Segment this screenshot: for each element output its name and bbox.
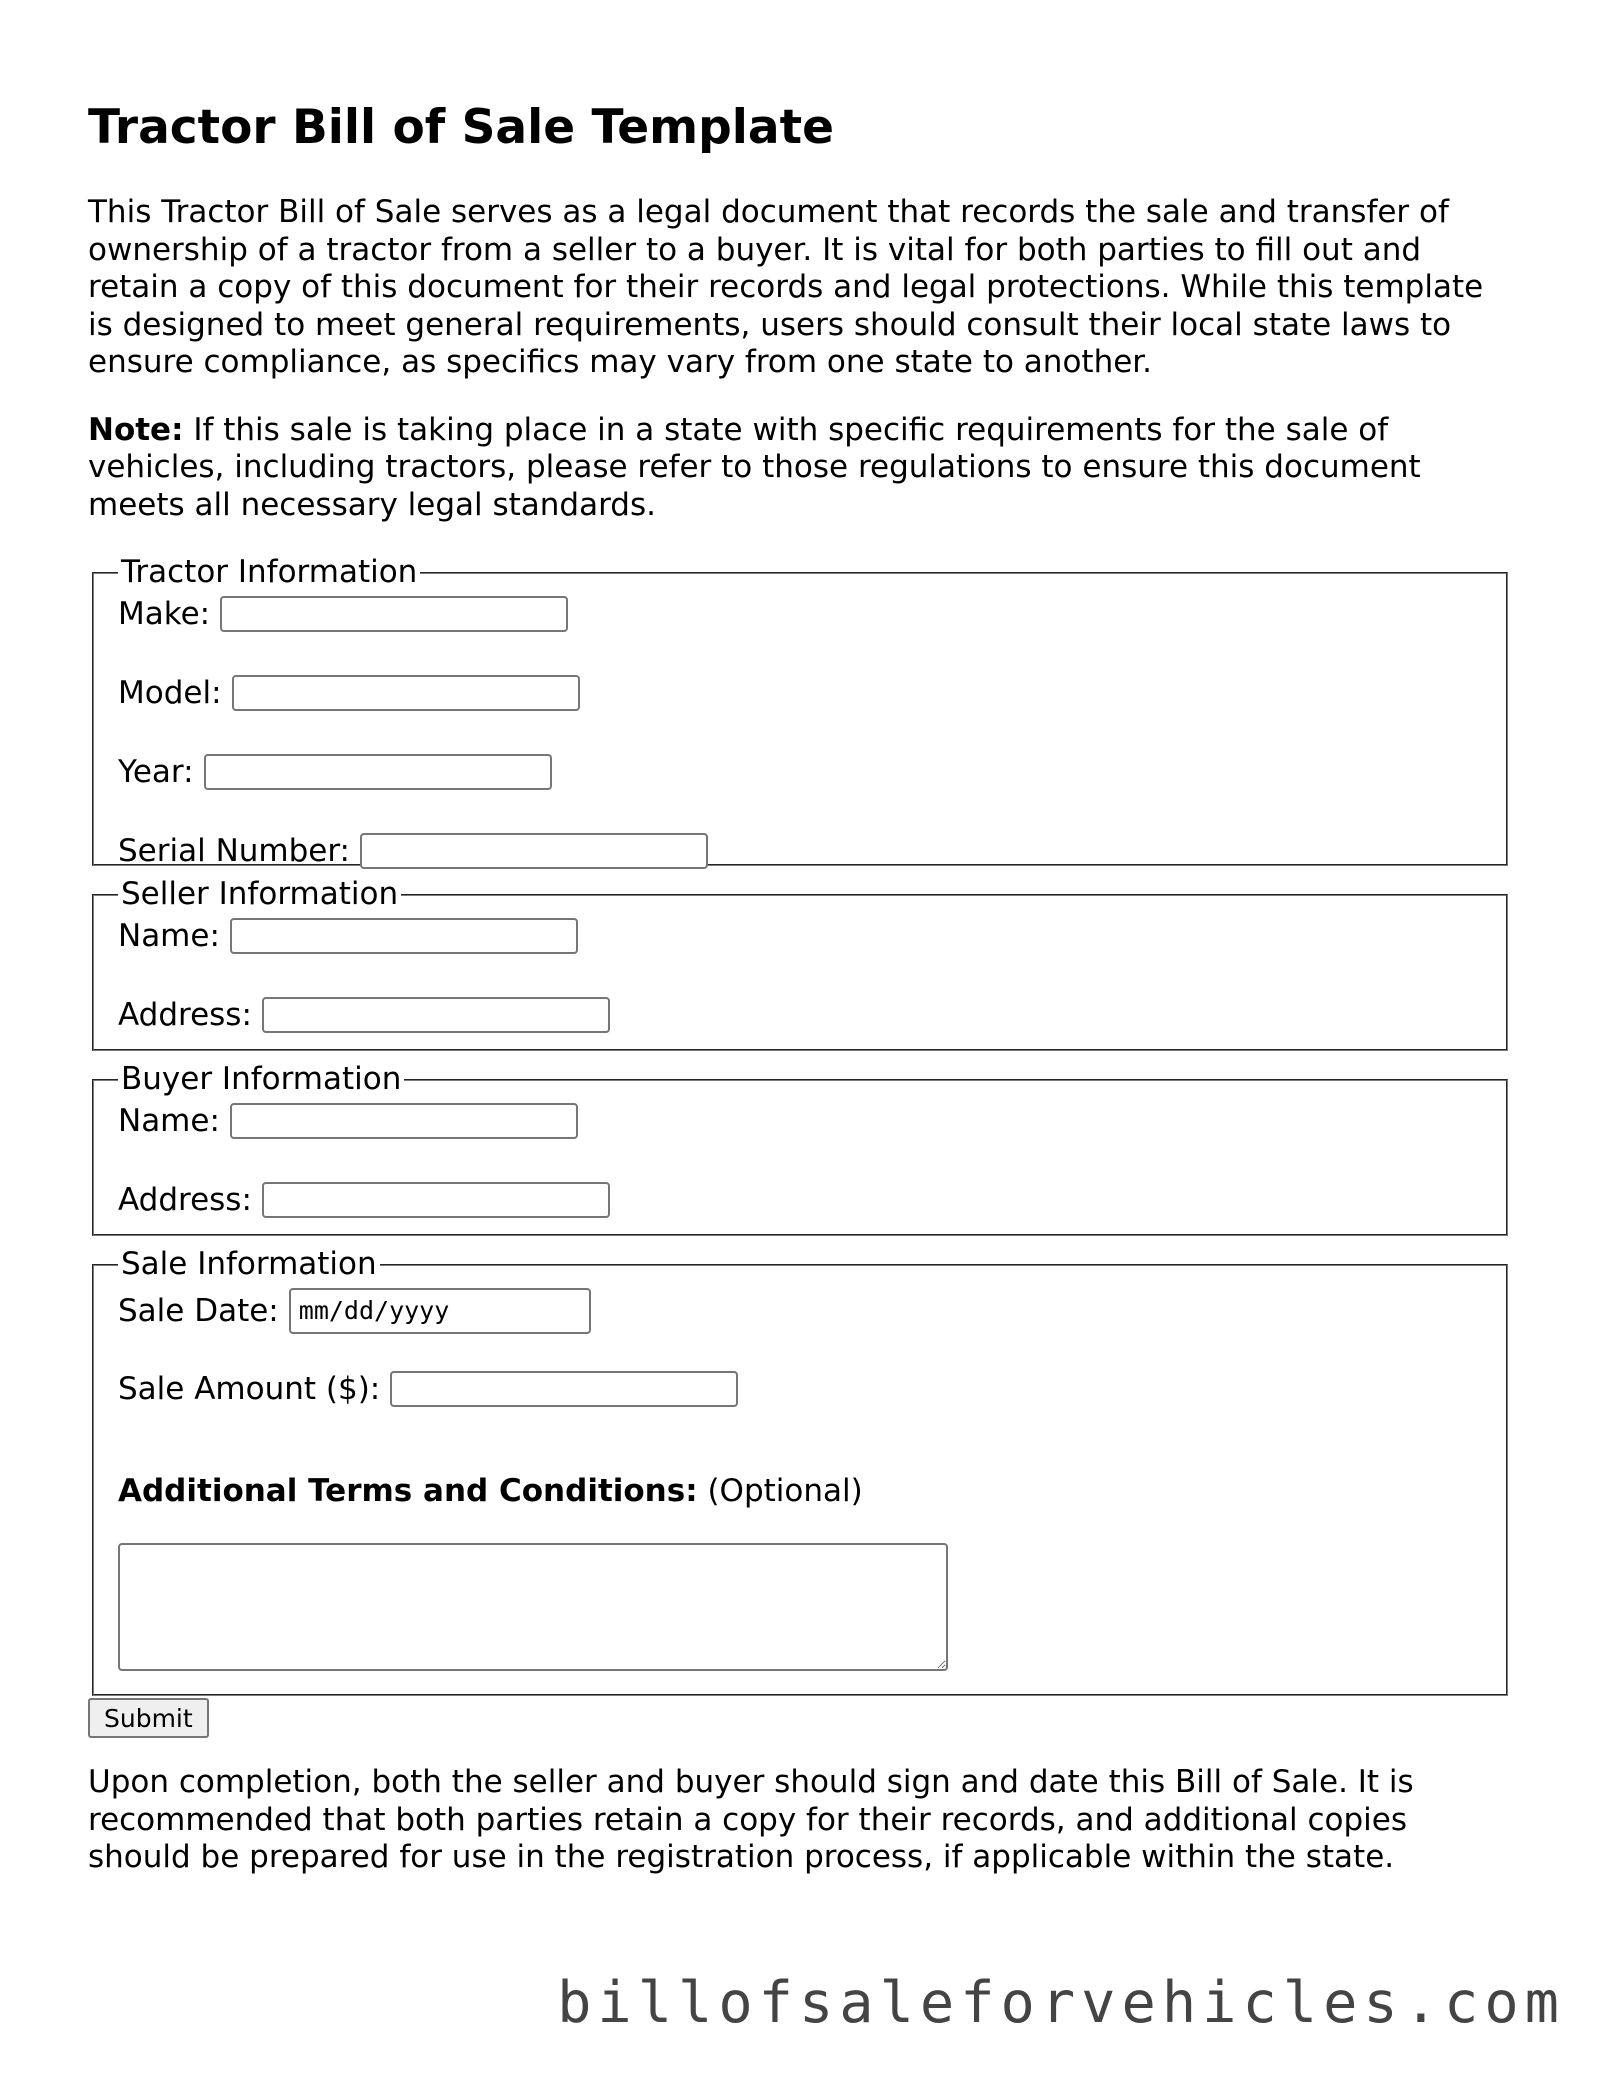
submit-button[interactable]: Submit [88,1698,209,1738]
buyer-address-row [118,1180,1482,1220]
tractor-information-fieldset [92,554,1508,869]
document-page [88,100,1508,1877]
seller-address-row [118,995,1482,1035]
sale-information-legend: Sale Information [121,1246,377,1283]
bill-of-sale-form [88,554,1508,1738]
buyer-address-label: Address: [118,1181,252,1218]
model-input[interactable] [232,675,580,711]
page-title: Tractor Bill of Sale Template [88,100,834,155]
buyer-information-fieldset [92,1061,1508,1236]
sale-date-label: Sale Date: [118,1292,279,1329]
make-input[interactable] [220,596,568,632]
year-row [118,752,1482,792]
serial-number-label: Serial Number: [118,832,351,869]
intro-paragraph: This Tractor Bill of Sale serves as a legal document that records the sale and transfer of ownership of a tractor from a seller to a buyer. It is vital for both parties to fill out and retain a copy of this document for their records and legal protections. While this template is designed to meet general requirements, users should consult their local state laws to ensure compliance, as specifics may vary from one state to another. [88,194,1484,381]
sale-information-fieldset [92,1246,1508,1696]
sale-date-input[interactable] [289,1288,591,1334]
terms-textarea[interactable] [118,1543,948,1671]
buyer-address-input[interactable] [262,1182,610,1218]
terms-label: Additional Terms and Conditions: [118,1472,698,1509]
make-row [118,594,1482,634]
seller-address-input[interactable] [262,997,610,1033]
make-label: Make: [118,595,211,632]
closing-paragraph: Upon completion, both the seller and buyer should sign and date this Bill of Sale. It is recommended that both parties retain a copy for their records, and additional copies should be prepared for use in the registration process, if applicable within the state. [88,1764,1414,1876]
tractor-information-legend: Tractor Information [121,554,418,591]
seller-information-fieldset [92,876,1508,1051]
seller-name-input[interactable] [230,918,578,954]
note-paragraph [88,412,1508,525]
buyer-name-label: Name: [118,1102,220,1139]
seller-address-label: Address: [118,996,252,1033]
watermark-text: billofsaleforvehicles.com [557,1970,1565,2036]
buyer-name-input[interactable] [230,1103,578,1139]
seller-name-row [118,916,1482,956]
buyer-name-row [118,1101,1482,1141]
serial-number-input[interactable] [360,833,708,869]
sale-amount-label: Sale Amount ($): [118,1370,381,1407]
seller-information-legend: Seller Information [121,876,399,913]
terms-optional-text: (Optional) [697,1472,863,1509]
seller-name-label: Name: [118,917,220,954]
note-label: Note: [88,411,184,448]
note-text: If this sale is taking place in a state with specific requirements for the sale of vehicles, including tractors, please refer to those regulations to ensure this document meets all necessary legal standards. [88,411,1421,523]
year-label: Year: [118,753,194,790]
serial-number-row [118,831,1482,871]
sale-date-row [118,1288,1482,1334]
model-row [118,673,1482,713]
year-input[interactable] [204,754,552,790]
sale-amount-input[interactable] [390,1371,738,1407]
terms-heading [118,1473,1482,1509]
model-label: Model: [118,674,222,711]
buyer-information-legend: Buyer Information [121,1061,402,1098]
sale-amount-row [118,1369,1482,1409]
